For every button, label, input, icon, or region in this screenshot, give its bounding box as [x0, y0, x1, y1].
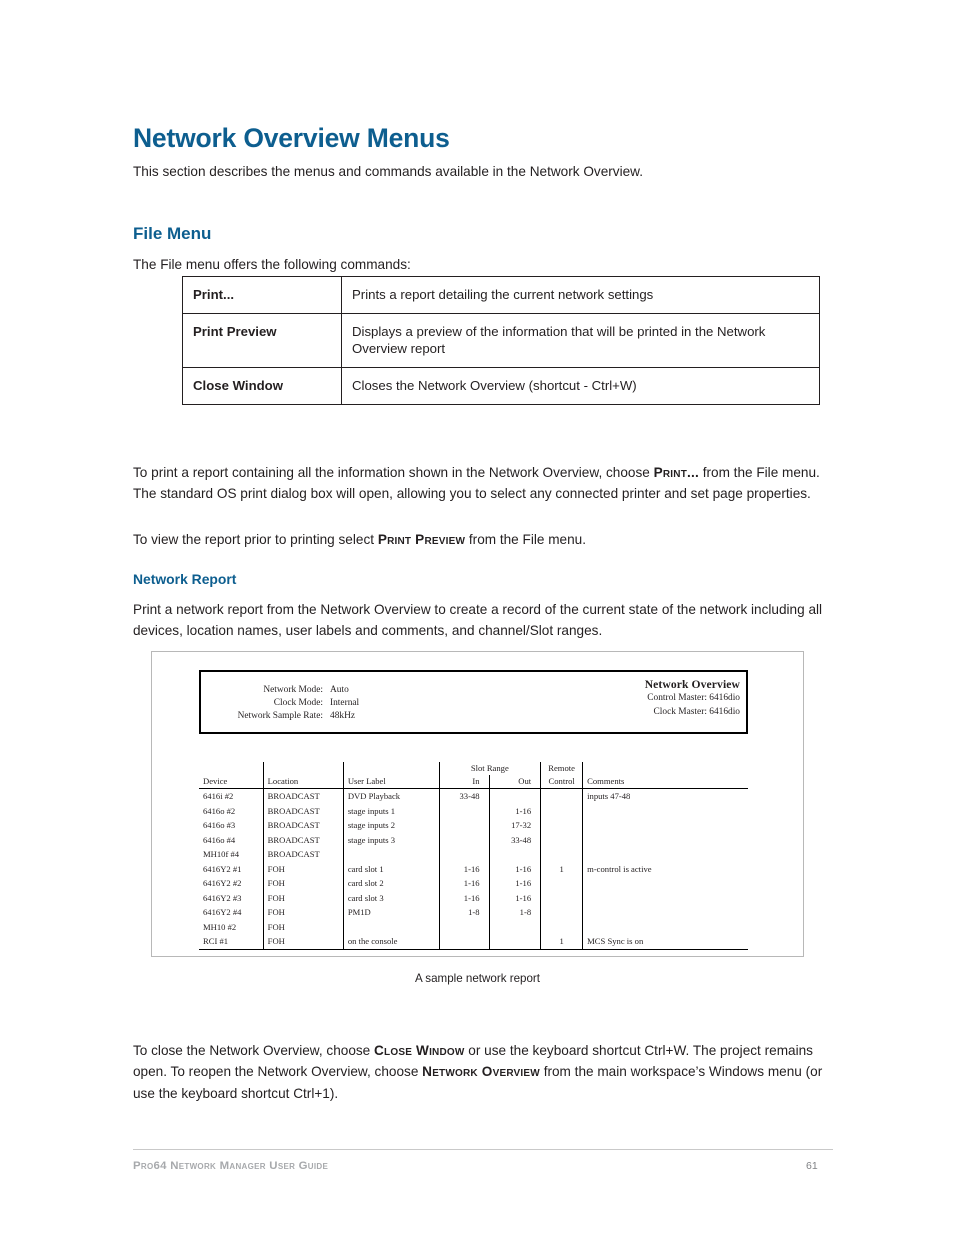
setting-label: Clock Mode: [273, 698, 323, 709]
paragraph-text: To view the report prior to printing select [133, 531, 378, 547]
cell-remote-control [541, 876, 583, 891]
command-description: Displays a preview of the information that will be printed in the Network Overview report [342, 314, 820, 368]
cell-slot-in [439, 847, 489, 862]
command-description: Prints a report detailing the current network settings [342, 277, 820, 314]
cell-remote-control [541, 920, 583, 935]
cell-device: 6416Y2 #4 [203, 907, 242, 917]
cell-slot-in: 1-8 [439, 905, 489, 920]
cell-slot-in [439, 804, 489, 819]
column-header-device: Device [203, 776, 228, 786]
report-setting-row [201, 684, 461, 697]
column-header-remote: Remote [541, 762, 583, 775]
cell-location: FOH [263, 934, 343, 949]
spacer-cell [199, 762, 263, 775]
spacer-cell [583, 762, 748, 775]
report-title: Network Overview [644, 678, 740, 691]
paragraph-text: To close the Network Overview, choose [133, 1042, 375, 1058]
cell-slot-in: 1-16 [439, 862, 489, 877]
cell-user-label: on the console [343, 934, 439, 949]
cell-slot-out: 1-8 [489, 905, 541, 920]
paragraph-text: from the File menu. The standard OS print dialog box will open, allowing you to select any connected printer and set page properties. [133, 464, 820, 502]
cell-user-label: PM1D [343, 905, 439, 920]
setting-label: Network Mode: [263, 685, 323, 695]
cell-user-label [343, 920, 439, 935]
cell-device: 6416o #3 [203, 820, 236, 830]
network-report-figure [151, 651, 804, 957]
cell-location: BROADCAST [263, 833, 343, 848]
cell-slot-in [439, 818, 489, 833]
cell-comments [583, 818, 748, 833]
cell-location: FOH [263, 905, 343, 920]
section-heading-file-menu: File Menu [133, 224, 212, 244]
column-header-slot-out: Out [489, 775, 541, 789]
table-row [183, 368, 820, 405]
intro-paragraph: This section describes the menus and commands available in the Network Overview. [133, 163, 644, 179]
cell-location: BROADCAST [263, 847, 343, 862]
cell-slot-out [489, 920, 541, 935]
cell-user-label: card slot 1 [343, 862, 439, 877]
report-setting-row [201, 710, 461, 723]
column-header-slot-in: In [439, 775, 489, 789]
command-description: Closes the Network Overview (shortcut - Ctrl+W) [342, 368, 820, 405]
cell-comments: MCS Sync is on [583, 934, 748, 949]
cell-device: MH10f #4 [203, 849, 240, 859]
cell-device: 6416o #4 [203, 834, 236, 845]
table-header-row [199, 775, 748, 789]
cell-remote-control [541, 905, 583, 920]
control-master-line: Control Master: 6416dio [647, 693, 740, 704]
table-row [199, 920, 748, 935]
footer-title: Pro64 Network Manager User Guide [133, 1160, 329, 1172]
paragraph-close-window [133, 1040, 833, 1105]
cell-user-label: stage inputs 1 [343, 804, 439, 819]
cell-slot-out: 1-16 [489, 876, 541, 891]
setting-label: Network Sample Rate: [237, 711, 323, 722]
cell-slot-out: 1-16 [489, 891, 541, 906]
table-header-row-group [199, 762, 748, 775]
command-name: Close Window [183, 368, 342, 405]
emphasis-network-overview: Network Overview [422, 1064, 540, 1080]
table-row [183, 277, 820, 314]
file-menu-commands-table [182, 276, 820, 405]
paragraph-print [133, 462, 833, 505]
paragraph-network-report: Print a network report from the Network Overview to create a record of the current state of the network including all devices, location names, user labels and comments, and channel/Slot ranges. [133, 601, 823, 639]
cell-location: FOH [263, 920, 343, 935]
cell-slot-out: 1-16 [489, 862, 541, 877]
file-menu-lead-text: The File menu offers the following commands: [133, 256, 411, 272]
cell-user-label: DVD Playback [343, 789, 439, 804]
report-table-body [199, 789, 748, 950]
cell-comments [583, 804, 748, 819]
paragraph-text: To print a report containing all the information shown in the Network Overview, choose [133, 464, 654, 480]
cell-slot-out [489, 934, 541, 949]
column-header-location: Location [263, 775, 343, 789]
cell-comments: m-control is active [583, 862, 748, 877]
cell-location: BROADCAST [263, 818, 343, 833]
cell-location: BROADCAST [263, 804, 343, 819]
table-row [199, 876, 748, 891]
cell-user-label: card slot 3 [343, 891, 439, 906]
paragraph-text: from the main workspace’s Windows menu (or use the keyboard shortcut Ctrl+1). [133, 1064, 823, 1101]
cell-location: FOH [263, 862, 343, 877]
subsection-heading-network-report: Network Report [133, 570, 237, 587]
table-row [199, 891, 748, 906]
emphasis-print: Print... [653, 464, 699, 480]
cell-remote-control [541, 833, 583, 848]
emphasis-close-window: Close Window [374, 1042, 465, 1058]
cell-user-label [343, 847, 439, 862]
cell-slot-in: 33-48 [439, 789, 489, 804]
cell-remote-control: 1 [541, 862, 583, 877]
cell-device: 6416Y2 #2 [203, 878, 242, 888]
cell-comments [583, 876, 748, 891]
table-row [199, 804, 748, 819]
cell-slot-out: 17-32 [489, 818, 541, 833]
table-row [199, 789, 748, 804]
cell-remote-control [541, 789, 583, 804]
table-row [199, 934, 748, 949]
cell-comments: inputs 47-48 [583, 789, 748, 804]
spacer-cell [263, 762, 343, 775]
table-row [199, 833, 748, 848]
table-row [199, 818, 748, 833]
report-data-table [199, 762, 748, 950]
paragraph-text: or use the keyboard shortcut Ctrl+W. The project remains open. To reopen the Network Overview, choose [133, 1042, 813, 1080]
table-row [183, 314, 820, 368]
cell-slot-out: 1-16 [489, 804, 541, 819]
cell-slot-out [489, 789, 541, 804]
setting-value: 48kHz [330, 711, 355, 722]
cell-remote-control [541, 804, 583, 819]
cell-slot-in [439, 934, 489, 949]
paragraph-print-preview [133, 529, 833, 551]
report-setting-row [201, 697, 461, 710]
cell-device: 6416o #2 [203, 805, 236, 816]
cell-user-label: stage inputs 3 [343, 833, 439, 848]
footer-page-number: 61 [806, 1160, 818, 1172]
report-header-settings [201, 684, 461, 724]
cell-device: MH10 #2 [203, 921, 237, 932]
emphasis-print-preview: Print Preview [377, 531, 466, 547]
clock-master-line: Clock Master: 6416dio [653, 706, 740, 717]
cell-remote-control: 1 [541, 934, 583, 949]
cell-comments [583, 833, 748, 848]
table-row [199, 862, 748, 877]
table-row [199, 847, 748, 862]
cell-user-label: stage inputs 2 [343, 818, 439, 833]
cell-location: FOH [263, 876, 343, 891]
column-group-slot-range: Slot Range [439, 762, 541, 775]
cell-remote-control [541, 818, 583, 833]
spacer-cell [343, 762, 439, 775]
cell-slot-out [489, 847, 541, 862]
cell-device: 6416Y2 #3 [203, 892, 242, 903]
column-header-control: Control [541, 775, 583, 789]
cell-remote-control [541, 847, 583, 862]
report-header-box [199, 670, 748, 734]
cell-device: RCI #1 [199, 934, 263, 949]
column-header-user-label: User Label [343, 775, 439, 789]
cell-device: 6416Y2 #1 [203, 863, 242, 874]
footer-divider [133, 1149, 833, 1150]
report-table-head [199, 762, 748, 789]
report-header-masters [645, 678, 740, 719]
table-row [199, 905, 748, 920]
cell-location: FOH [263, 891, 343, 906]
cell-comments [583, 847, 748, 862]
paragraph-text: from the File menu. [465, 531, 586, 547]
cell-user-label: card slot 2 [343, 876, 439, 891]
cell-comments [583, 920, 748, 935]
setting-value: Internal [330, 698, 360, 709]
cell-slot-in [439, 833, 489, 848]
cell-comments [583, 905, 748, 920]
cell-slot-in: 1-16 [439, 891, 489, 906]
column-header-comments: Comments [583, 775, 748, 789]
cell-slot-in: 1-16 [439, 876, 489, 891]
cell-slot-in [439, 920, 489, 935]
command-name: Print Preview [183, 314, 342, 368]
cell-comments [583, 891, 748, 906]
command-name: Print... [183, 277, 342, 314]
file-menu-table-body [183, 277, 820, 405]
cell-remote-control [541, 891, 583, 906]
setting-value: Auto [330, 685, 349, 695]
cell-location: BROADCAST [263, 789, 343, 804]
cell-device: 6416i #2 [203, 791, 234, 801]
figure-caption: A sample network report [414, 972, 540, 985]
cell-slot-out: 33-48 [489, 833, 541, 848]
page-title: Network Overview Menus [133, 122, 450, 153]
